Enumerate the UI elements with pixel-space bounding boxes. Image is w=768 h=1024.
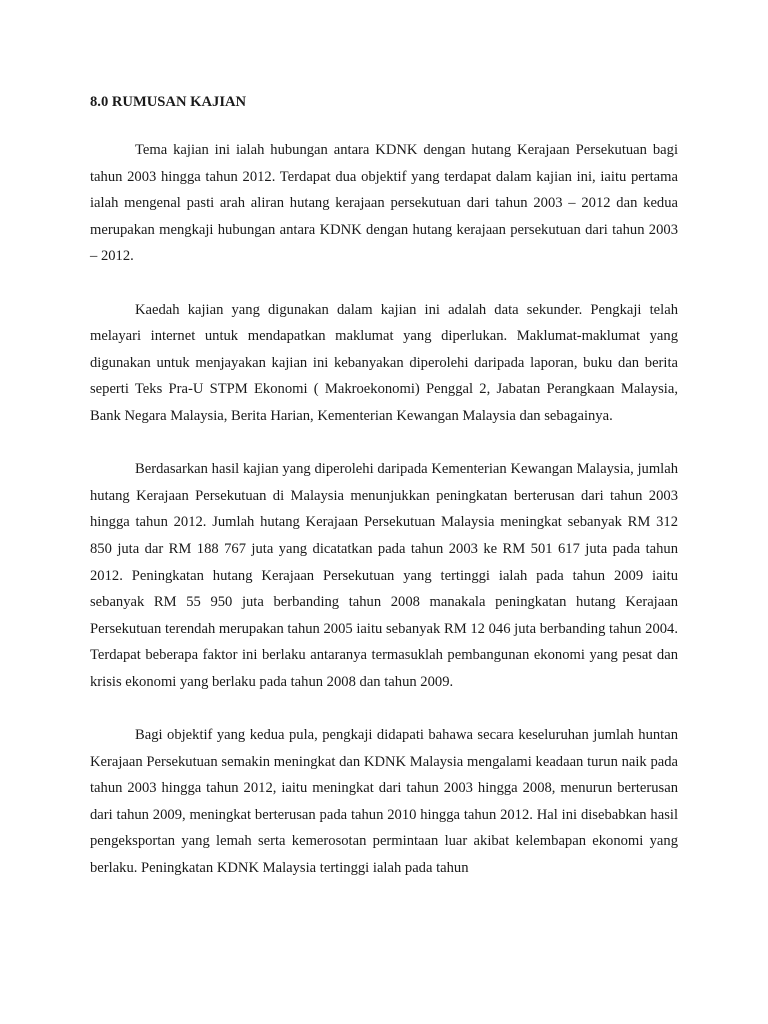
document-body <box>90 92 678 908</box>
paragraph-2: Kaedah kajian yang digunakan dalam kajian ini adalah data sekunder. Pengkaji telah melayari internet untuk mendapatkan maklumat yang diperlukan. Maklumat-maklumat yang digunakan untuk menjayakan kajian ini kebanyakan diperolehi daripada laporan, buku dan berita seperti Teks Pra-U STPM Ekonomi ( Makroekonomi) Penggal 2, Jabatan Perangkaan Malaysia, Bank Negara Malaysia, Berita Harian, Kementerian Kewangan Malaysia dan sebagainya. <box>90 301 678 424</box>
paragraph-3: Berdasarkan hasil kajian yang diperolehi daripada Kementerian Kewangan Malaysia, jumlah hutang Kerajaan Persekutuan di Malaysia menunjukkan peningkatan berterusan dari tahun 2003 hingga tahun 2012. Jumlah hutang Kerajaan Persekutuan Malaysia meningkat sebanyak RM 312 850 juta dar RM 188 767 juta yang dicatatkan pada tahun 2003 ke RM 501 617 juta pada tahun 2012. Peningkatan hutang Kerajaan Persekutuan yang tertinggi ialah pada tahun 2009 iaitu sebanyak RM 55 950 juta berbanding tahun 2008 manakala peningkatan hutang Kerajaan Persekutuan terendah merupakan tahun 2005 iaitu sebanyak RM 12 046 juta berbanding tahun 2004. Terdapat beberapa faktor ini berlaku antaranya termasuklah pembangunan ekonomi yang pesat dan krisis ekonomi yang berlaku pada tahun 2008 dan tahun 2009. <box>90 461 678 690</box>
paragraph-1: Tema kajian ini ialah hubungan antara KDNK dengan hutang Kerajaan Persekutuan bagi tahun 2003 hingga tahun 2012. Terdapat dua objektif yang terdapat dalam kajian ini, iaitu pertama ialah mengenal pasti arah aliran hutang kerajaan persekutuan dari tahun 2003 – 2012 dan kedua merupakan mengkaji hubungan antara KDNK dengan hutang kerajaan persekutuan dari tahun 2003 – 2012. <box>90 142 678 265</box>
section-heading: 8.0 RUMUSAN KAJIAN <box>90 94 247 110</box>
paragraph-4: Bagi objektif yang kedua pula, pengkaji didapati bahawa secara keseluruhan jumlah huntan Kerajaan Persekutuan semakin meningkat dan KDNK Malaysia mengalami keadaan turun naik pada tahun 2003 hingga tahun 2012, iaitu meningkat dari tahun 2003 hingga 2008, menurun berterusan dari tahun 2009, meningkat berterusan pada tahun 2010 hingga tahun 2012. Hal ini disebabkan hasil pengeksportan yang lemah serta kemerosotan permintaan luar akibat kelembapan ekonomi yang berlaku. Peningkatan KDNK Malaysia tertinggi ialah pada tahun <box>90 727 678 877</box>
